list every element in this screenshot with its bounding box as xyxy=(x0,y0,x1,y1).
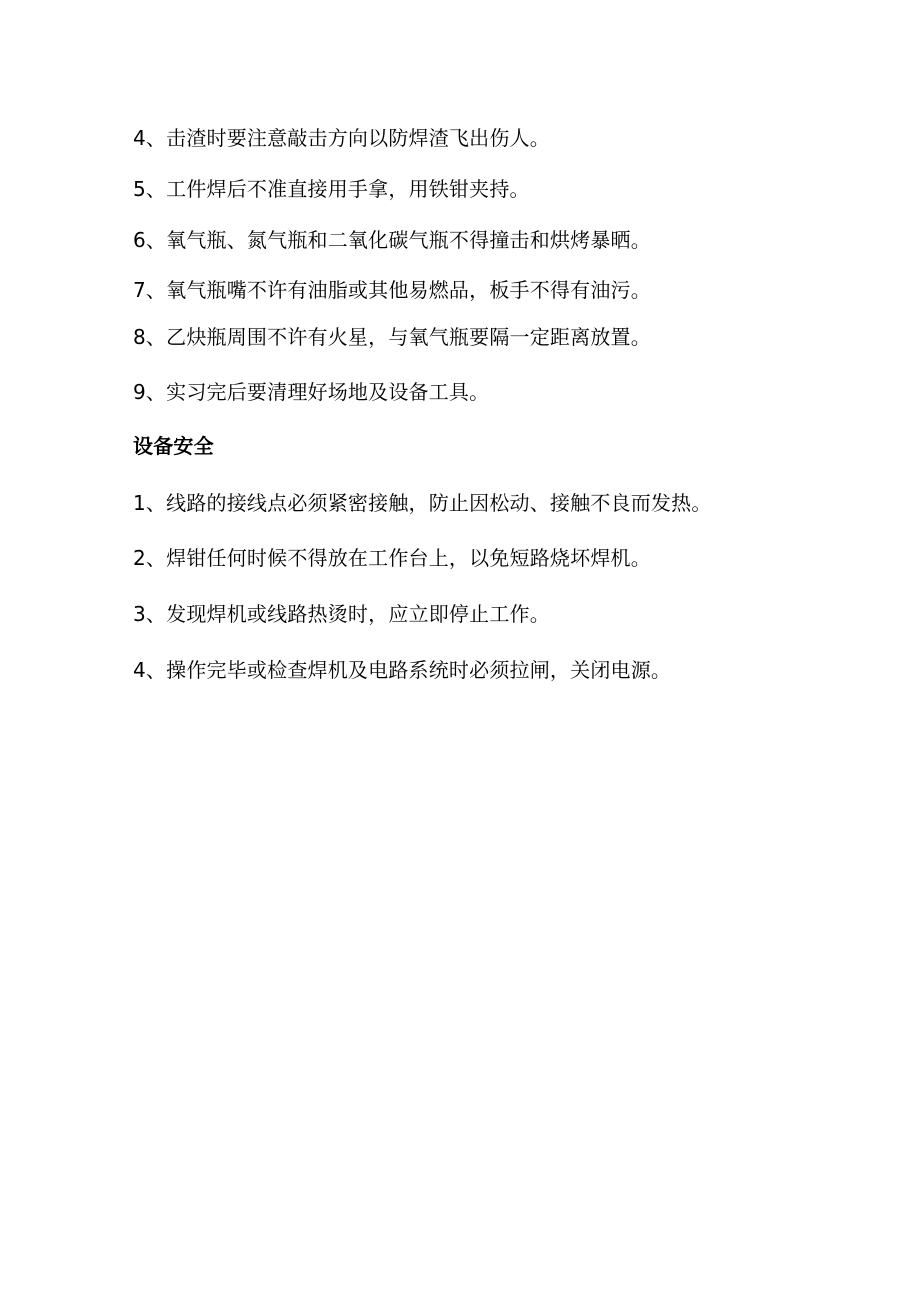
list-item: 9、实习完后要清理好场地及设备工具。 xyxy=(133,380,490,404)
list-item: 5、工件焊后不准直接用手拿，用铁钳夹持。 xyxy=(133,177,530,201)
list-item: 7、氧气瓶嘴不许有油脂或其他易燃品，板手不得有油污。 xyxy=(133,278,651,302)
list-item: 1、线路的接线点必须紧密接触，防止因松动、接触不良而发热。 xyxy=(133,491,712,515)
list-item: 4、击渣时要注意敲击方向以防焊渣飞出伤人。 xyxy=(133,126,550,150)
section-heading: 设备安全 xyxy=(133,434,214,458)
list-item: 8、乙炔瓶周围不许有火星，与氧气瓶要隔一定距离放置。 xyxy=(133,325,651,349)
list-item: 6、氧气瓶、氮气瓶和二氧化碳气瓶不得撞击和烘烤暴晒。 xyxy=(133,228,651,252)
list-item: 4、操作完毕或检查焊机及电路系统时必须拉闸，关闭电源。 xyxy=(133,658,672,682)
list-item: 3、发现焊机或线路热烫时，应立即停止工作。 xyxy=(133,602,550,626)
list-item: 2、焊钳任何时候不得放在工作台上，以免短路烧坏焊机。 xyxy=(133,546,651,570)
